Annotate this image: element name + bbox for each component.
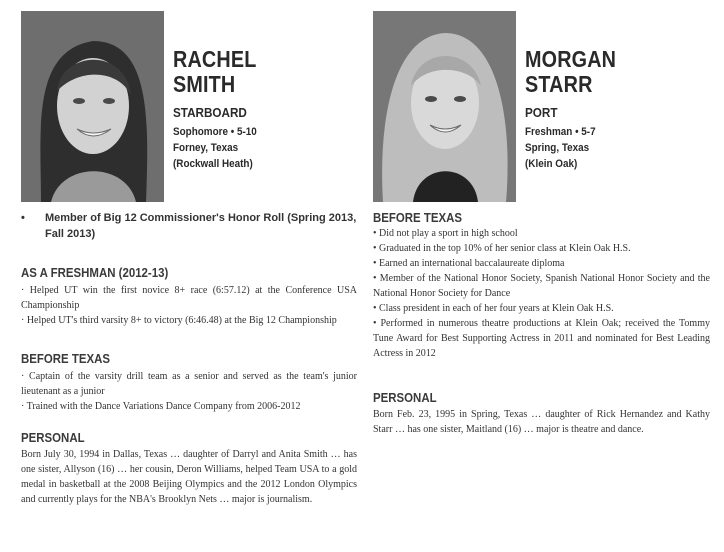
rachel-position: STARBOARD (173, 105, 247, 120)
bullet-icon: • (21, 212, 25, 224)
rachel-class-height: Sophomore • 5-10 (173, 126, 257, 138)
rachel-honor-text: Member of Big 12 Commissioner's Honor Roll (Spring 2013, Fall 2013) (45, 212, 357, 240)
rachel-last-name: SMITH (173, 71, 236, 97)
rachel-freshman-section (21, 265, 357, 328)
morgan-before-item: • Performed in numerous theatre productions at Klein Oak; received the Tommy Tune Award for Best Supporting Actress in 2011 and nominated for Best Leading Actress in 2012 (373, 318, 710, 359)
rachel-name-block (173, 47, 270, 172)
rachel-freshman-item: · Helped UT's third varsity 8+ to victory (6:46.48) at the Big 12 Championship (21, 315, 337, 326)
morgan-before-item: • Class president in each of her four years at Klein Oak H.S. (373, 303, 614, 314)
morgan-first-name: MORGAN (525, 46, 617, 72)
morgan-last-name: STARR (525, 71, 593, 97)
rachel-portrait-icon (21, 11, 164, 202)
rachel-freshman-item: · Helped UT win the first novice 8+ race (6:57.12) at the Conference USA Championship (21, 285, 357, 311)
morgan-before-heading: BEFORE TEXAS (373, 210, 462, 225)
morgan-before-texas-section (373, 210, 710, 361)
rachel-hometown: Forney, Texas (173, 142, 239, 154)
morgan-high-school: (Klein Oak) (525, 158, 578, 170)
rachel-high-school: (Rockwall Heath) (173, 158, 253, 170)
morgan-before-item: • Did not play a sport in high school (373, 228, 518, 239)
morgan-position: PORT (525, 105, 558, 120)
rachel-freshman-heading: AS A FRESHMAN (2012-13) (21, 265, 169, 280)
morgan-class-height: Freshman • 5-7 (525, 126, 596, 138)
morgan-before-item: • Graduated in the top 10% of her senior class at Klein Oak H.S. (373, 243, 631, 254)
morgan-personal-text: Born Feb. 23, 1995 in Spring, Texas … daughter of Rick Hernandez and Kathy Starr … has one sister, Maitland (16) … major is theatre and dance. (373, 409, 710, 435)
morgan-before-item: • Member of the National Honor Society, Spanish National Honor Society and the National Honor Society for Dance (373, 273, 710, 299)
morgan-hometown: Spring, Texas (525, 142, 590, 154)
rachel-smith-photo (21, 11, 164, 202)
morgan-name-block (525, 47, 631, 172)
rachel-before-heading: BEFORE TEXAS (21, 351, 110, 366)
rachel-before-item: · Trained with the Dance Variations Dance Company from 2006-2012 (21, 401, 301, 412)
rachel-personal-heading: PERSONAL (21, 430, 85, 445)
rachel-personal-text: Born July 30, 1994 in Dallas, Texas … daughter of Darryl and Anita Smith … has one sister, Allyson (16) … her cousin, Deron Williams, helped Team USA to a gold medal in basketball at the 2008 Beijing Olympics and the 2012 London Olympics and currently plays for the NBA's Brooklyn Nets … major is journalism. (21, 449, 357, 505)
rachel-before-item: · Captain of the varsity drill team as a senior and served as the team's junior lieutenant as a junior (21, 371, 357, 397)
morgan-personal-section (373, 390, 710, 437)
morgan-starr-photo (373, 11, 516, 202)
morgan-personal-heading: PERSONAL (373, 390, 437, 405)
rachel-personal-section (21, 430, 357, 507)
rachel-first-name: RACHEL (173, 46, 257, 72)
morgan-before-item: • Earned an international baccalaureate diploma (373, 258, 565, 269)
morgan-portrait-icon (373, 11, 516, 202)
rachel-before-texas-section (21, 351, 357, 414)
